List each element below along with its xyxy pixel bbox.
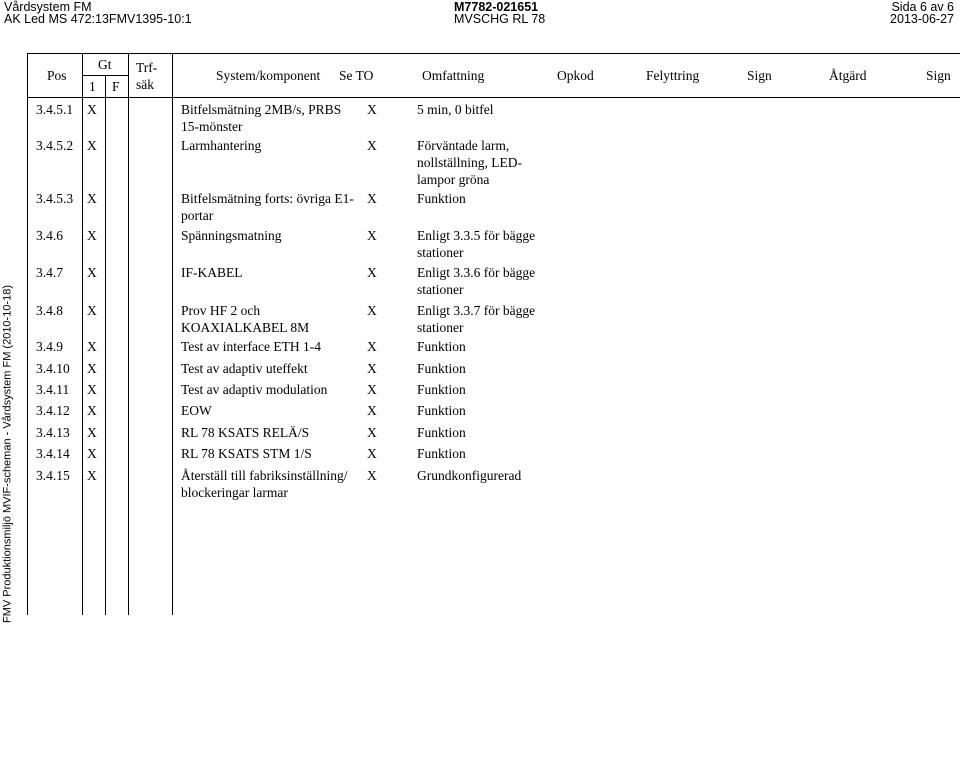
row-gt-mark: X (87, 339, 97, 354)
row-se-to-mark: X (367, 303, 377, 318)
table-header-divider (27, 97, 960, 98)
row-system-text: Test av adaptiv modulation (181, 382, 328, 397)
row-system-text: Bitfelsmätning 2MB/s, PRBS (181, 102, 342, 117)
row-omfattning-text: Funktion (417, 403, 466, 418)
row-se-to-mark: X (367, 191, 377, 206)
row-se-to-mark: X (367, 425, 377, 440)
row-omfattning-text: Förväntade larm, (417, 138, 510, 153)
row-position: 3.4.13 (36, 425, 70, 440)
row-gt-mark: X (87, 446, 97, 461)
column-header-trf-line2: säk (136, 77, 154, 92)
column-header-trf-line1: Trf- (136, 60, 158, 75)
row-system-text: Bitfelsmätning forts: övriga E1- (181, 191, 354, 206)
header-left-line2: AK Led MS 472:13FMV1395-10:1 (4, 12, 192, 26)
row-gt-mark: X (87, 138, 97, 153)
column-divider-system (172, 53, 173, 615)
row-omfattning-text: lampor gröna (417, 172, 490, 187)
row-system-text: Prov HF 2 och (181, 303, 261, 318)
row-system-text: blockeringar larmar (181, 485, 288, 500)
row-system-text: 15-mönster (181, 119, 243, 134)
column-divider-pos (82, 53, 83, 615)
column-header-gt-f: F (112, 79, 120, 94)
row-position: 3.4.15 (36, 468, 70, 483)
column-divider-gt (105, 75, 106, 615)
row-system-text: RL 78 KSATS STM 1/S (181, 446, 312, 461)
row-position: 3.4.9 (36, 339, 63, 354)
row-gt-mark: X (87, 191, 97, 206)
row-omfattning-text: Funktion (417, 361, 466, 376)
row-se-to-mark: X (367, 228, 377, 243)
row-system-text: IF-KABEL (181, 265, 243, 280)
table-top-border (27, 53, 960, 54)
column-header-gt-1: 1 (89, 79, 96, 94)
row-omfattning-text: 5 min, 0 bitfel (417, 102, 494, 117)
row-system-text: Test av adaptiv uteffekt (181, 361, 308, 376)
row-omfattning-text: Funktion (417, 339, 466, 354)
column-divider-trf (128, 53, 129, 615)
row-gt-mark: X (87, 425, 97, 440)
row-position: 3.4.11 (36, 382, 70, 397)
side-footer-text: FMV Produktionsmiljö MVIF-scheman - Vårdsystem FM (2010-10-18) (1, 284, 14, 624)
row-omfattning-text: nollställning, LED- (417, 155, 522, 170)
row-position: 3.4.10 (36, 361, 70, 376)
row-gt-mark: X (87, 403, 97, 418)
row-omfattning-text: Funktion (417, 446, 466, 461)
row-position: 3.4.5.1 (36, 102, 74, 117)
row-system-text: KOAXIALKABEL 8M (181, 320, 310, 335)
row-system-text: RL 78 KSATS RELÄ/S (181, 425, 310, 440)
row-se-to-mark: X (367, 339, 377, 354)
column-header-pos: Pos (47, 68, 67, 83)
column-header-sign-2: Sign (926, 68, 951, 83)
row-gt-mark: X (87, 265, 97, 280)
row-system-text: Spänningsmatning (181, 228, 282, 243)
row-system-text: Larmhantering (181, 138, 262, 153)
row-position: 3.4.8 (36, 303, 63, 318)
row-system-text: EOW (181, 403, 212, 418)
column-header-sign: Sign (747, 68, 772, 83)
row-position: 3.4.5.3 (36, 191, 74, 206)
row-position: 3.4.12 (36, 403, 70, 418)
column-header-se-to: Se TO (339, 68, 374, 83)
column-header-gt: Gt (98, 57, 112, 72)
row-position: 3.4.7 (36, 265, 63, 280)
row-omfattning-text: Enligt 3.3.7 för bägge (417, 303, 536, 318)
column-header-felyttring: Felyttring (646, 68, 700, 83)
row-omfattning-text: Funktion (417, 425, 466, 440)
row-se-to-mark: X (367, 361, 377, 376)
row-gt-mark: X (87, 102, 97, 117)
row-position: 3.4.14 (36, 446, 70, 461)
row-omfattning-text: Enligt 3.3.6 för bägge (417, 265, 536, 280)
row-omfattning-text: Grundkonfigurerad (417, 468, 522, 483)
row-system-text: Återställ till fabriksinställning/ (181, 468, 348, 483)
header-page-number: Sida 6 av 6 (891, 0, 954, 14)
row-gt-mark: X (87, 361, 97, 376)
row-omfattning-text: stationer (417, 320, 464, 335)
row-gt-mark: X (87, 303, 97, 318)
row-se-to-mark: X (367, 403, 377, 418)
row-system-text: portar (181, 208, 214, 223)
column-header-opkod: Opkod (557, 68, 594, 83)
row-se-to-mark: X (367, 102, 377, 117)
row-system-text: Test av interface ETH 1-4 (181, 339, 321, 354)
row-omfattning-text: Funktion (417, 382, 466, 397)
column-header-system: System/komponent (216, 68, 321, 83)
row-se-to-mark: X (367, 265, 377, 280)
row-se-to-mark: X (367, 382, 377, 397)
header-document-title: MVSCHG RL 78 (454, 12, 546, 26)
row-position: 3.4.6 (36, 228, 63, 243)
row-position: 3.4.5.2 (36, 138, 74, 153)
row-se-to-mark: X (367, 138, 377, 153)
row-omfattning-text: Funktion (417, 191, 466, 206)
column-header-atgard: Åtgärd (829, 68, 867, 83)
row-se-to-mark: X (367, 468, 377, 483)
row-gt-mark: X (87, 468, 97, 483)
row-se-to-mark: X (367, 446, 377, 461)
header-left-line1: Vårdsystem FM (4, 0, 92, 14)
row-gt-mark: X (87, 382, 97, 397)
row-omfattning-text: stationer (417, 282, 464, 297)
header-date: 2013-06-27 (890, 12, 954, 26)
row-omfattning-text: Enligt 3.3.5 för bägge (417, 228, 536, 243)
header-document-number: M7782-021651 (454, 0, 539, 14)
column-header-omfattning: Omfattning (422, 68, 485, 83)
row-gt-mark: X (87, 228, 97, 243)
row-omfattning-text: stationer (417, 245, 464, 260)
table-left-border (27, 53, 28, 615)
